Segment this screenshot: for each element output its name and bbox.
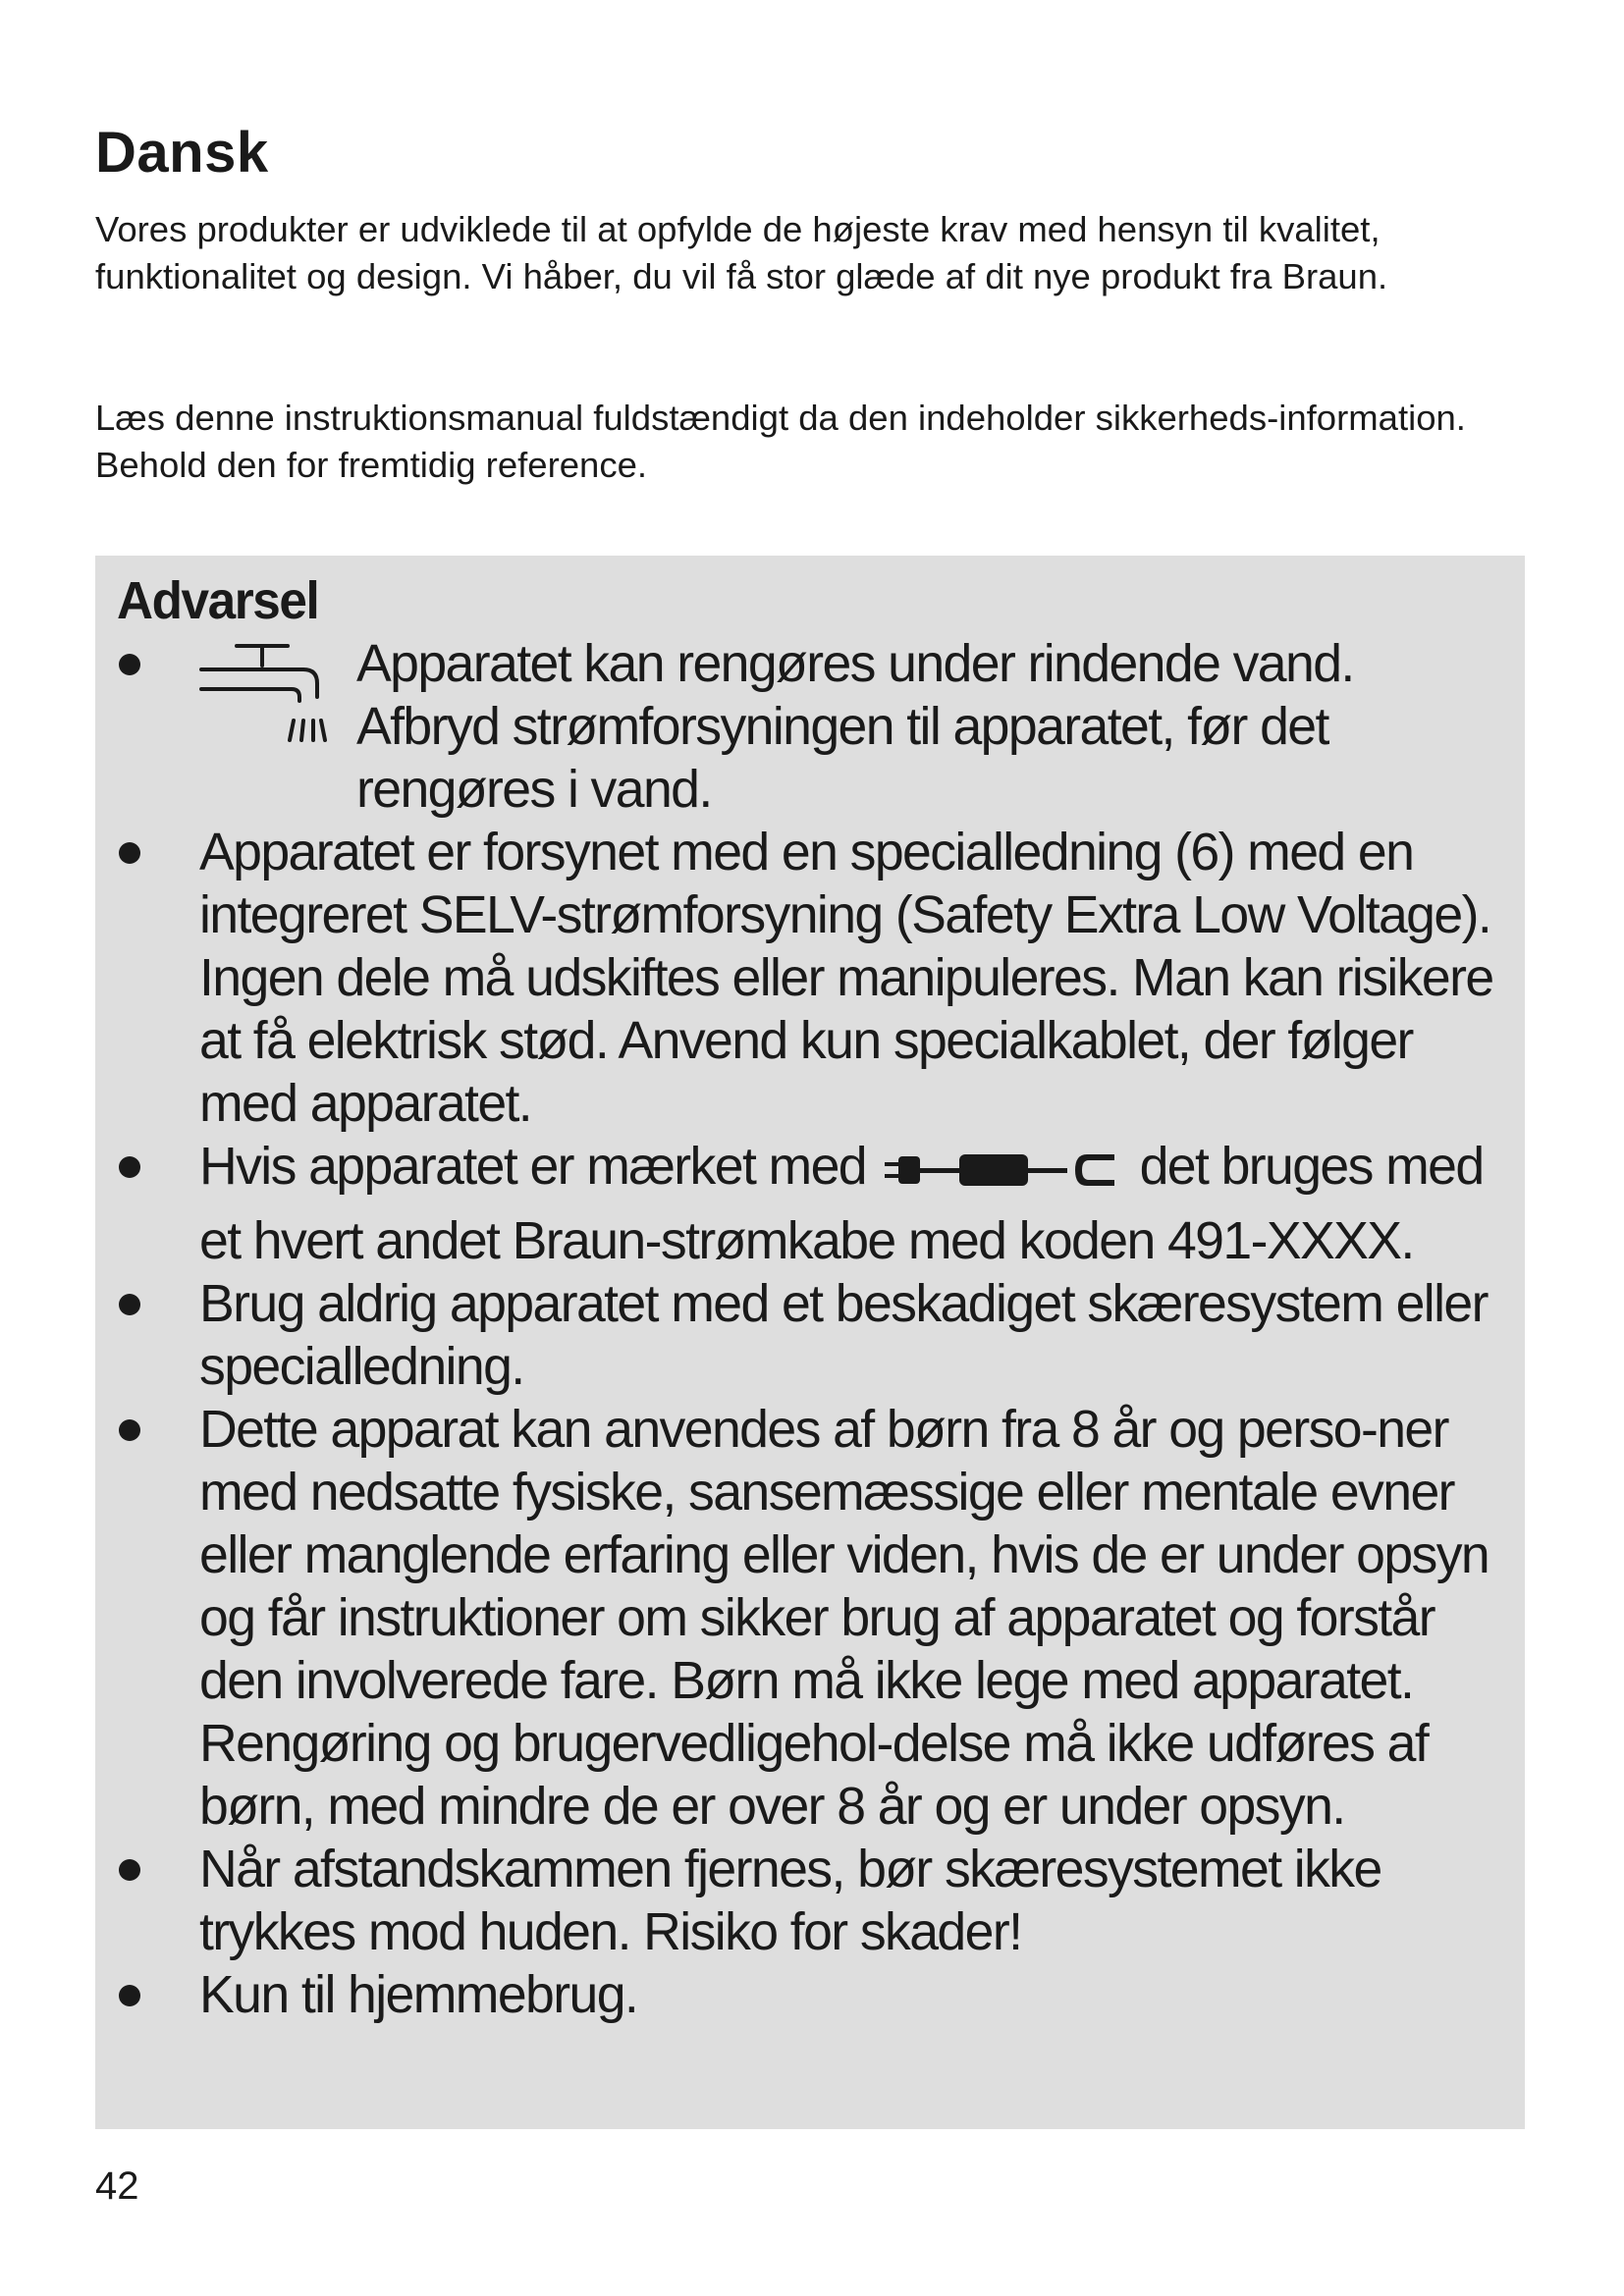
warning-item-damaged (115, 1272, 1505, 1398)
power-plug-icon (885, 1145, 1120, 1209)
warning-item-children (115, 1398, 1505, 1838)
bullet-icon (119, 654, 140, 675)
warning-item-cord (115, 821, 1505, 1135)
warning-item-text-after: det bruges med et hvert andet Braun-strømkabe med koden 491-XXXX. (199, 1137, 1484, 1270)
warning-item-text: Apparatet er forsynet med en specialledning (6) med en integreret SELV-strømforsyning (Safety Extra Low Voltage). Ingen dele må udskiftes eller manipuleres. Man kan risikere at få elektrisk stød. Anvend kun specialkablet, der følger med apparatet. (199, 823, 1493, 1133)
bullet-icon (119, 1156, 140, 1178)
bullet-icon (119, 1859, 140, 1881)
page-title: Dansk (95, 121, 269, 185)
warning-item-text: Kun til hjemmebrug. (199, 1965, 638, 2024)
warning-section (95, 556, 1525, 2129)
warning-item-comb (115, 1838, 1505, 1963)
warning-item-text: Når afstandskammen fjernes, bør skæresystemet ikke trykkes mod huden. Risiko for skader! (199, 1840, 1381, 1961)
warning-item-text (199, 1135, 1505, 1272)
bullet-icon (119, 842, 140, 864)
instruction-paragraph: Læs denne instruktionsmanual fuldstændigt da den indeholder sikkerheds-information. Behold den for fremtidig reference. (95, 398, 1466, 485)
warning-item-plug-code (115, 1135, 1505, 1272)
bullet-icon (119, 1985, 140, 2006)
intro-paragraph: Vores produkter er udviklede til at opfylde de højeste krav med hensyn til kvalitet, funktionalitet og design. Vi håber, du vil få stor glæde af dit nye produkt fra Braun. (95, 209, 1388, 296)
warning-item-text: Brug aldrig apparatet med et beskadiget skæresystem eller specialledning. (199, 1274, 1488, 1396)
running-water-tap-icon (197, 638, 335, 770)
warning-item-text: Apparatet kan rengøres under rindende vand. Afbryd strømforsyningen til apparatet, før det rengøres i vand. (356, 634, 1354, 819)
warning-item-household (115, 1963, 1505, 2026)
bullet-icon (119, 1294, 140, 1315)
bullet-icon (119, 1419, 140, 1441)
warning-item-text: Dette apparat kan anvendes af børn fra 8 år og perso-ner med nedsatte fysiske, sansemæssige eller mentale evner eller manglende erfaring eller viden, hvis de er under opsyn og får instruktioner om sikker brug af apparatet og forstår den involverede fare. Børn må ikke lege med apparatet. Rengøring og brugervedligehol-delse må ikke udføres af børn, med mindre de er over 8 år og er under opsyn. (199, 1400, 1489, 1836)
page-number: 42 (95, 2164, 139, 2208)
warning-list (115, 632, 1505, 2026)
warning-heading: Advarsel (117, 571, 319, 630)
warning-item-water (115, 632, 1505, 821)
warning-item-text-before: Hvis apparatet er mærket med (199, 1137, 866, 1196)
